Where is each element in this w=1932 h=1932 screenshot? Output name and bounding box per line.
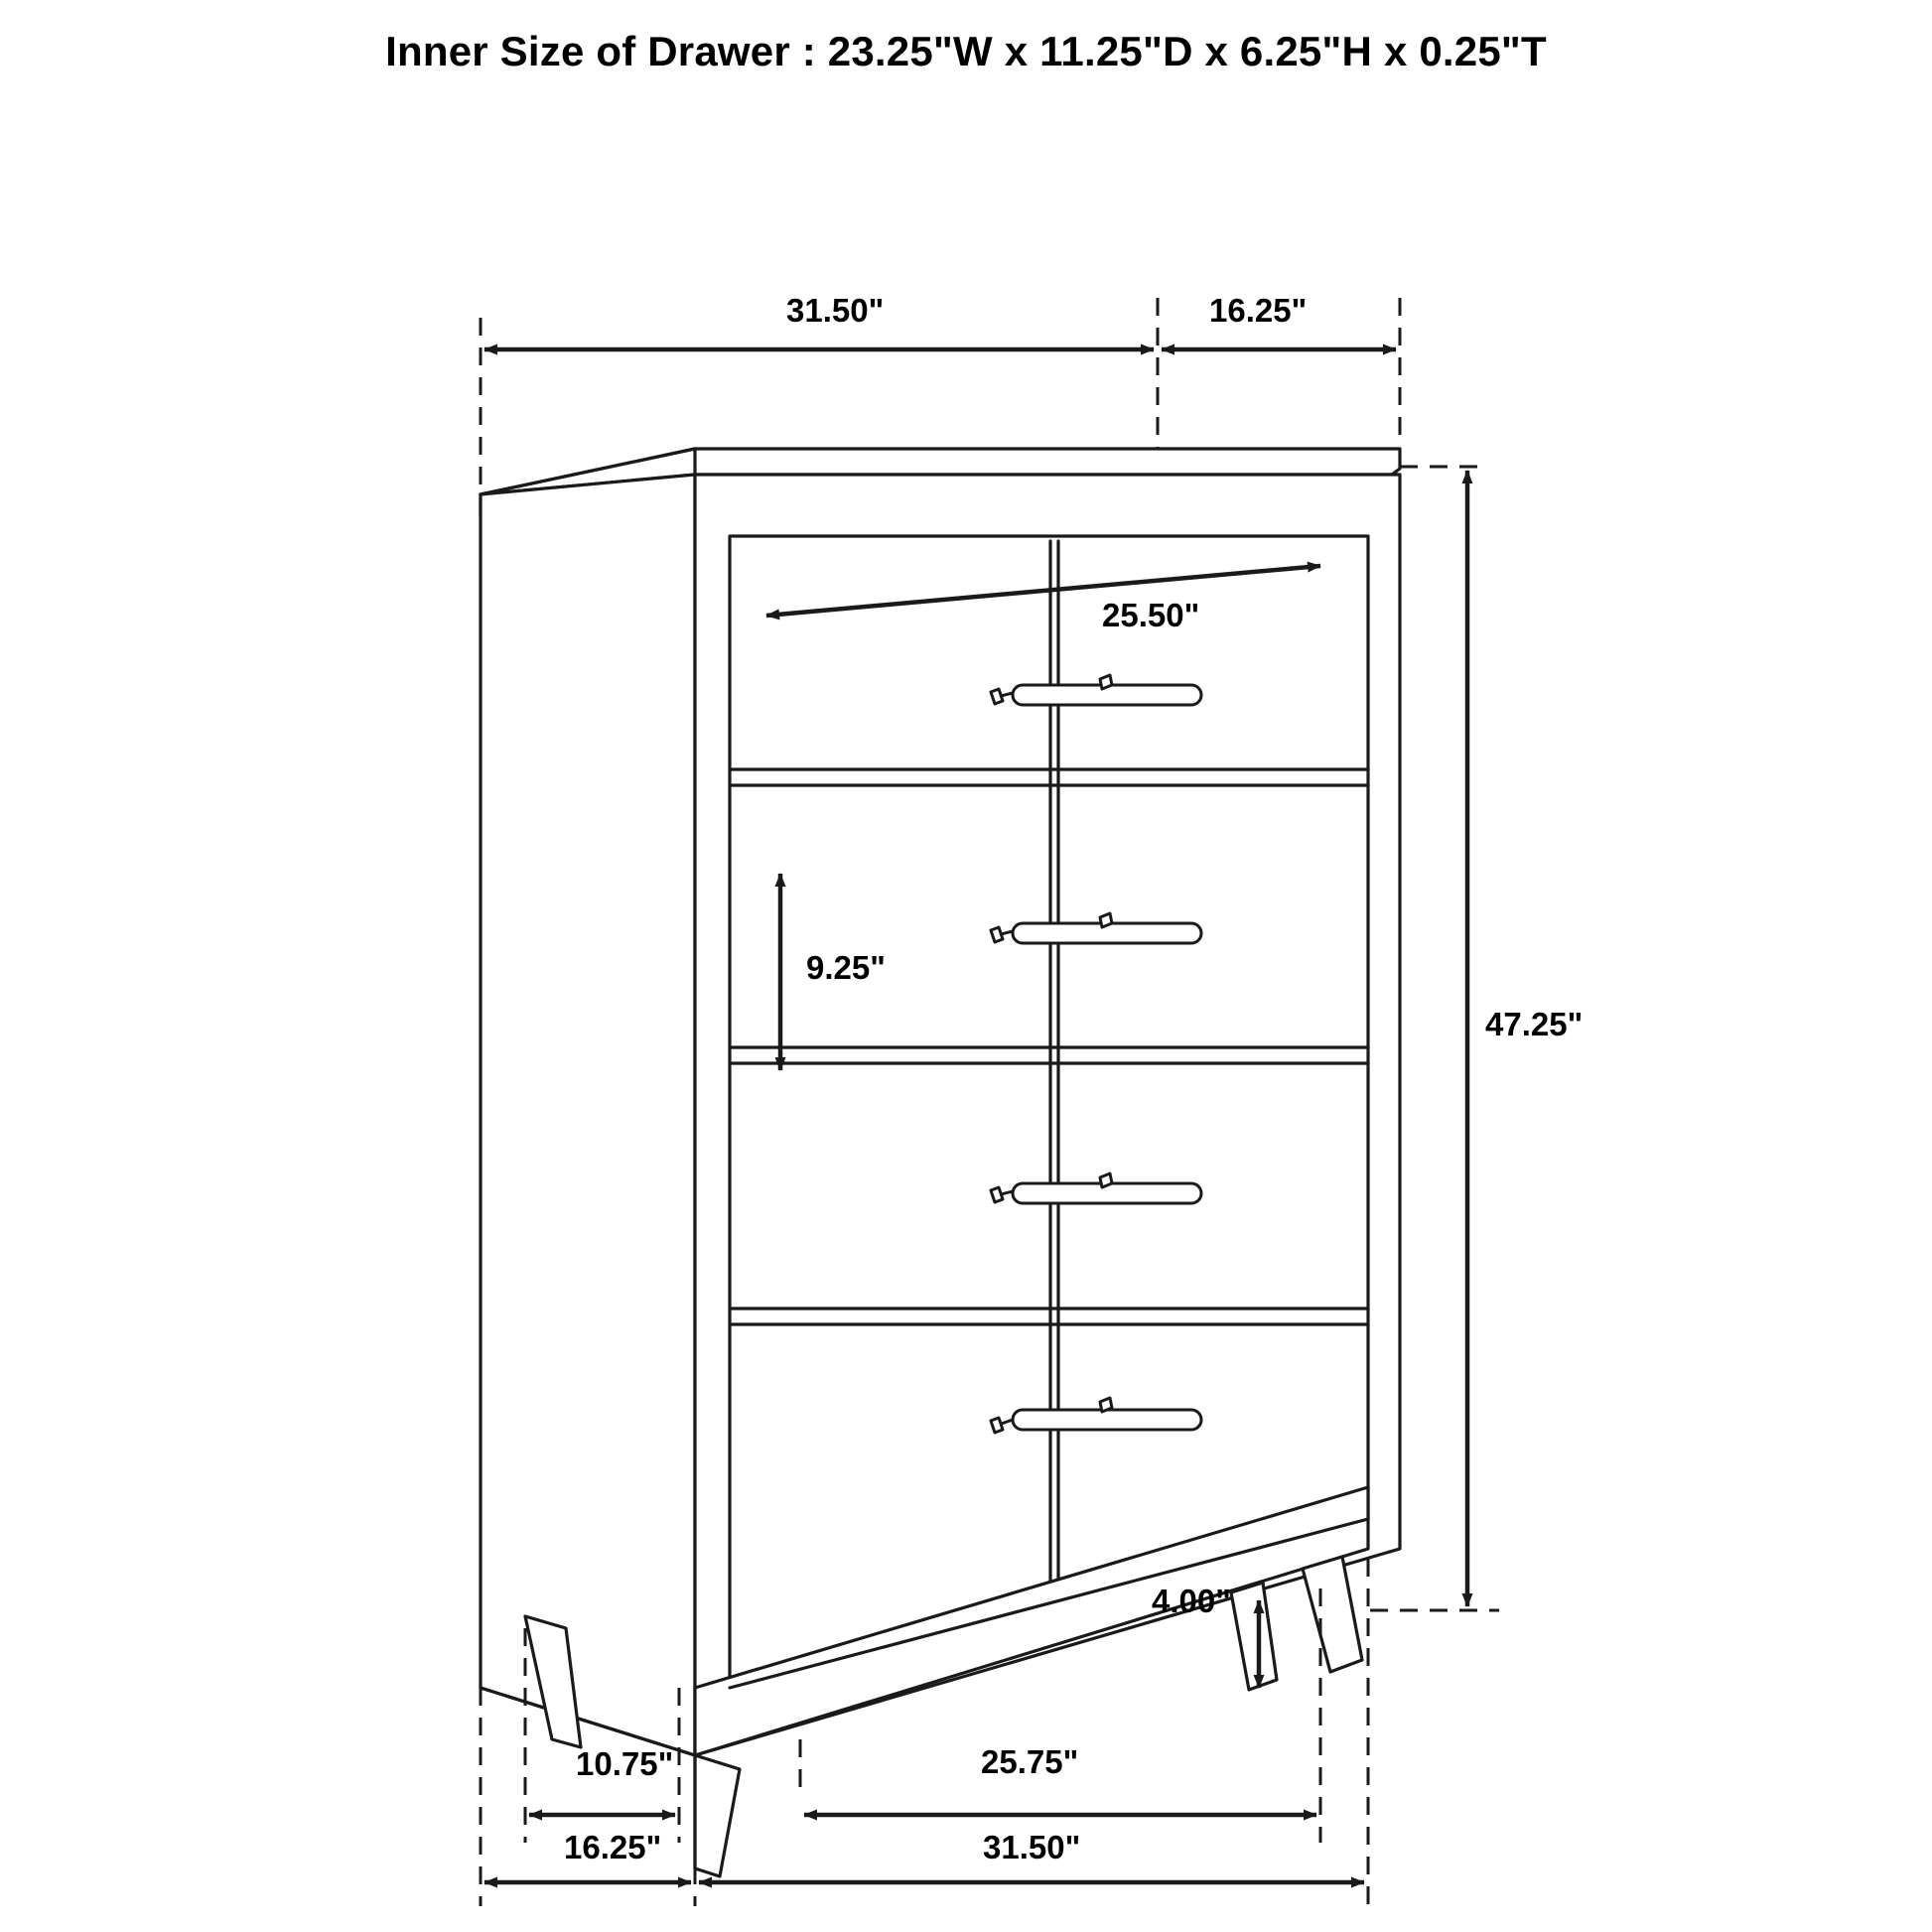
dimension-side-depth-top: 16.25": [1209, 292, 1308, 329]
dimension-leg-height: 4.00": [1152, 1583, 1231, 1619]
dimension-base-front-width: 31.50": [983, 1829, 1081, 1865]
dimension-base-side-depth: 10.75": [576, 1745, 674, 1782]
page-title: Inner Size of Drawer : 23.25"W x 11.25"D x 6.25"H x 0.25"T: [385, 28, 1547, 74]
dimension-front-width-top: 31.50": [786, 292, 885, 329]
dimension-drawer-face-width: 25.50": [1102, 597, 1200, 633]
dimension-drawer-face-height: 9.25": [806, 949, 886, 986]
dimension-base-side-total: 16.25": [564, 1829, 662, 1865]
dimension-overall-height: 47.25": [1485, 1006, 1584, 1042]
dimension-base-front-inner: 25.75": [981, 1743, 1079, 1780]
